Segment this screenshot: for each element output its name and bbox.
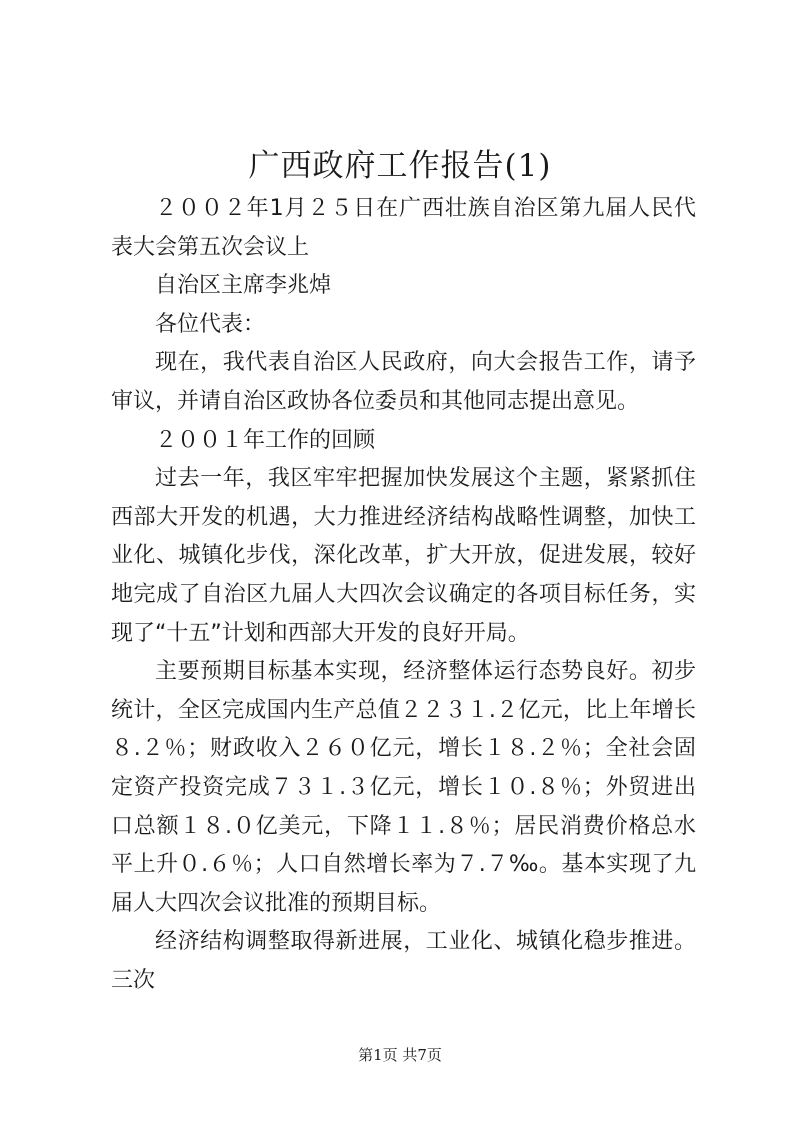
- document-title: 广西政府工作报告(1): [248, 148, 552, 184]
- paragraph-structure: 经济结构调整取得新进展，工业化、城镇化稳步推进。三次: [111, 929, 696, 993]
- document-body: [111, 190, 696, 1000]
- paragraph-main-targets: 主要预期目标基本实现，经济整体运行态势良好。初步统计，全区完成国内生产总值２２３１.２亿元，比上年增长８.２％；财政收入２６０亿元，增长１８.２％；全社会固定资产投资完成７３１.３亿元，增长１０.８％；外贸进出口总额１８.０亿美元，下降１１.８％；居民消费价格总水平上升０.６％；人口自然增长率为７.７‰。基本实现了九届人大四次会议批准的预期目标。: [111, 659, 696, 916]
- paragraph-overview: 过去一年，我区牢牢把握加快发展这个主题，紧紧抓住西部大开发的机遇，大力推进经济结构战略性调整，加快工业化、城镇化步伐，深化改革，扩大开放，促进发展，较好地完成了自治区九届人大四次会议确定的各项目标任务，实现了“十五”计划和西部大开发的良好开局。: [111, 466, 696, 646]
- paragraph-meeting-date: ２００２年1月２５日在广西壮族自治区第九届人民代表大会第五次会议上: [111, 196, 696, 260]
- paragraph-salutation: 各位代表：: [155, 311, 266, 337]
- paragraph-intro: 现在，我代表自治区人民政府，向大会报告工作，请予审议，并请自治区政协各位委员和其他同志提出意见。: [111, 350, 696, 414]
- paragraph-speaker: 自治区主席李兆焯: [155, 273, 332, 299]
- page-footer: 第1页 共7页: [358, 1046, 442, 1064]
- section-heading-review: ２００１年工作的回顾: [155, 427, 376, 453]
